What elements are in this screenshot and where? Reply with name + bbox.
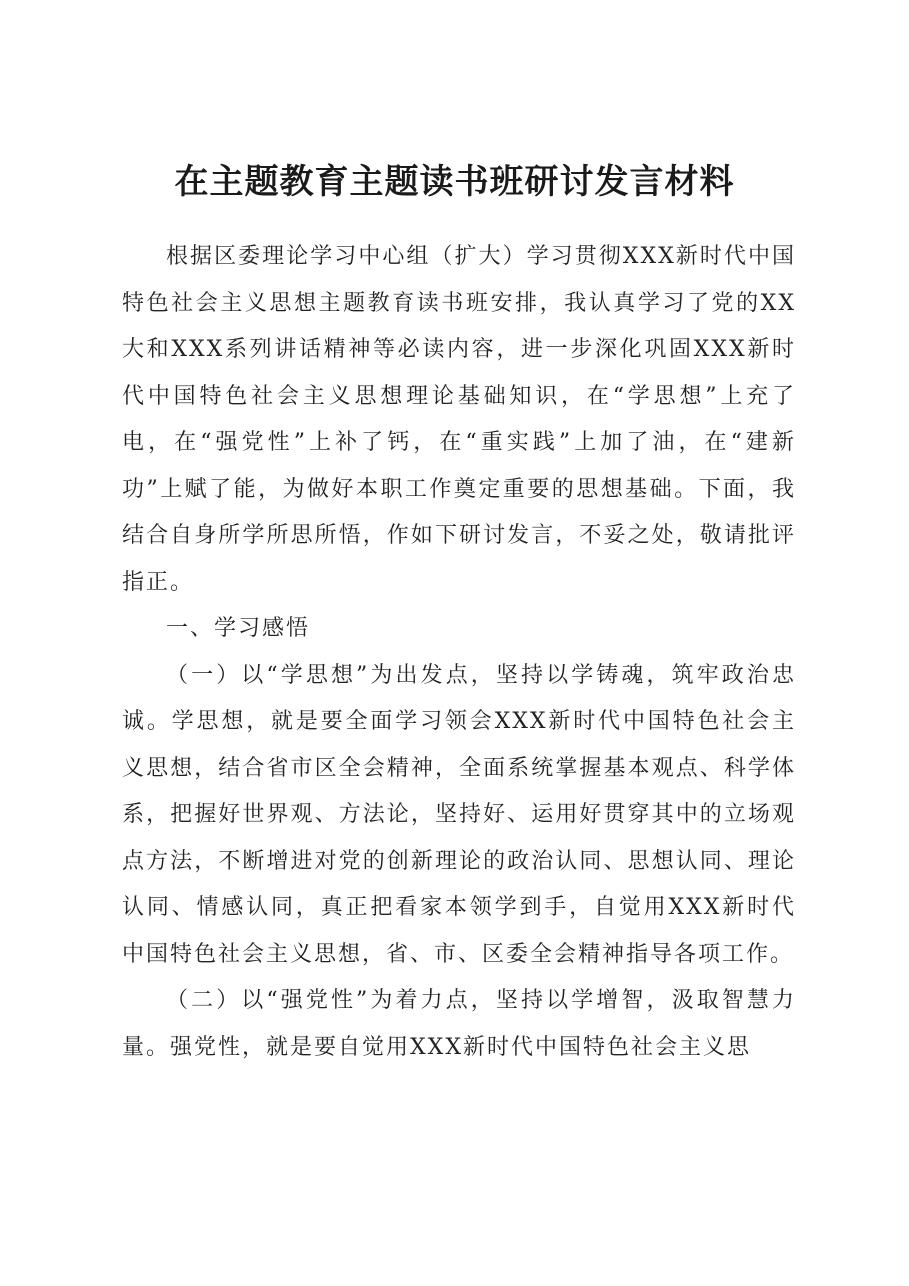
subsection-paragraph-1: （一）以“学思想”为出发点，坚持以学铸魂，筑牢政治忠诚。学思想，就是要全面学习领会XXX新时代中国特色社会主义思想，结合省市区全会精神，全面系统掌握基本观点、科学体系，把握好世界观、方法论，坚持好、运用好贯穿其中的立场观点方法，不断增进对党的创新理论的政治认同、思想认同、理论认同、情感认同，真正把看家本领学到手，自觉用XXX新时代中国特色社会主义思想，省、市、区委全会精神指导各项工作。 (122, 662, 796, 967)
page-title: 在主题教育主题读书班研讨发言材料 (174, 162, 735, 202)
intro-paragraph: 根据区委理论学习中心组（扩大）学习贯彻XXX新时代中国特色社会主义思想主题教育读书班安排，我认真学习了党的XX大和XXX系列讲话精神等必读内容，进一步深化巩固XXX新时代中国特色社会主义思想理论基础知识，在“学思想”上充了电，在“强党性”上补了钙，在“重实践”上加了油，在“建新功”上赋了能，为做好本职工作奠定重要的思想基础。下面，我结合自身所学所思所悟，作如下研讨发言，不妥之处，敬请批评指正。 (122, 244, 796, 595)
section-heading: 一、学习感悟 (166, 616, 311, 641)
subsection-paragraph-2: （二）以“强党性”为着力点，坚持以学增智，汲取智慧力量。强党性，就是要自觉用XXX新时代中国特色社会主义思 (122, 988, 796, 1060)
document-body (122, 234, 796, 1071)
